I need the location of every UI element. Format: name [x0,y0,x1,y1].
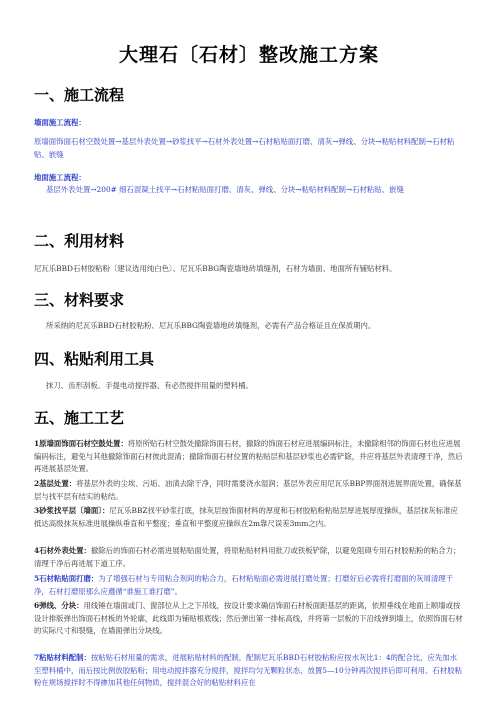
document-page [34,0,464,688]
heading-material-requirements: 三、材料要求 [34,291,125,309]
step-2-paragraph [34,478,464,503]
document-title: 大理石〔石材〕整改施工方案 [118,44,379,66]
step-7-paragraph [34,652,464,690]
step-7-label: 7粘贴材料配制： [34,653,91,662]
floor-process-label: 地面施工流程： [34,173,86,182]
tools-text: 抹刀、齿形刮板、手提电动搅拌器、有必然搅拌用量的塑料桶。 [46,381,253,390]
heading-tools: 四、粘贴利用工具 [34,350,155,368]
heading-construction-technique: 五、施工工艺 [34,409,125,427]
step-3-paragraph [34,505,464,530]
step-4-text: 撤除后的饰面石材必需进展粘贴面处置，将原粘贴材料用批刀或铁板铲除，以避免阻碍专用石材胶粘粉的粘合力；清理干净后再进展下道工序。 [34,546,461,568]
step-6-paragraph [34,600,464,638]
step-5-text: 为了增强石材与专用粘合剂间的粘合力，石材粘贴面必需进展打磨处置；打磨好后必需将打磨面的灰屑清理干净，石材打磨原那么应遵循“谁施工谁打磨”。 [34,574,454,596]
step-1-text: 将原所贴石材空鼓处撤除饰面石材，撤除的饰面石材应进展编码标注，未撤除相邻的饰面石材也应进展编码标注，避免与其他撤除饰面石材彼此混淆；撤除饰面石材位置的粘贴层和基层砂浆也必需铲除，并应将基层外表清理干净，然后再进展基层处置。 [34,439,463,474]
material-requirements-text: 所采纳的尼瓦乐BBD石材胶粘粉、尼瓦乐BBG陶瓷墙地砖填缝剂，必需有产品合格证且在保质期内。 [46,321,376,330]
step-6-label: 6弹线、分块： [34,601,84,610]
step-5-label: 5石材粘贴面打磨： [34,574,99,583]
floor-process-text: 基层外表处置→200# 细石混凝土找平→石材粘贴面打磨、清灰、弹线、分块→粘贴材料配制→石材粘贴、嵌缝 [46,185,404,194]
materials-used-text: 尼瓦乐BBD石材胶粘粉〔建议选用纯白色〕、尼瓦乐BBG陶瓷墙地砖填缝剂，石材为墙面、地面所有铺贴材料。 [34,264,397,273]
step-3-label: 3砂浆找平层〔墙面〕： [34,506,110,515]
step-2-text: 将基层外表的尘埃、污垢、油渍去除干净，同时需要浇水湿润；基层外表应用尼瓦乐BBP界面剂进展界面处置，确保基层与找平层有结实的粘结。 [34,479,462,501]
step-4-label: 4石材外表处置： [34,546,91,555]
step-1-paragraph [34,438,464,476]
step-1-label: 1原墙面饰面石材空鼓处置： [34,439,128,448]
heading-construction-process: 一、施工流程 [34,86,125,104]
wall-process-label: 墙面施工流程： [34,118,86,127]
step-7-text: 按粘贴石材用量的需求，进展粘贴材料的配制，配制尼瓦乐BBD石材胶粘粉应按水灰比1：4的配合比，应先加水至塑料桶中，而后按比例放胶粘粉；用电动搅拌器充分搅拌，搅拌均匀无颗粒状态，放置5—10分钟再次搅拌后即可利用。石材胶粘粉在规场搅拌时不得掺加其他任何物质，搅拌混合好的粘贴材料应在 [34,653,462,688]
step-6-text: 用线锤在墙面或门、窗部位从上之下吊线，按设计要求确信饰面石材板面距基层的距离，依照垂线在地面上顺墙或按设计排版弹出饰面石材板的外轮廓，此线即为铺贴根底线；然后弹出第一排标高线，并将第一层板的下沿线弹到墙上，依照饰面石材的实际尺寸和裂缝，在墙面弹出分块线。 [34,601,463,636]
step-2-label: 2基层处置： [34,479,77,488]
wall-process-text: 原墙面饰面石材空鼓处置→基层外表处置→砂浆找平→石材外表处置→石材粘贴面打磨、清灰→弹线、分块→粘贴材料配制→石材粘贴、嵌缝 [34,137,455,159]
heading-materials-used: 二、利用材料 [34,232,125,250]
step-3-text: 尼瓦乐BBZ找平砂浆打底，抹灰层按饰面材料的厚度和石材胶粘粉粘贴层厚进展厚度操纵，基层抹灰标准应抵达高级抹灰标准进展操纵垂直和平整度；垂直和平整度应操纵在2m靠尺误差3mm之内。 [34,506,458,528]
step-5-paragraph [34,573,464,598]
step-4-paragraph [34,545,464,570]
